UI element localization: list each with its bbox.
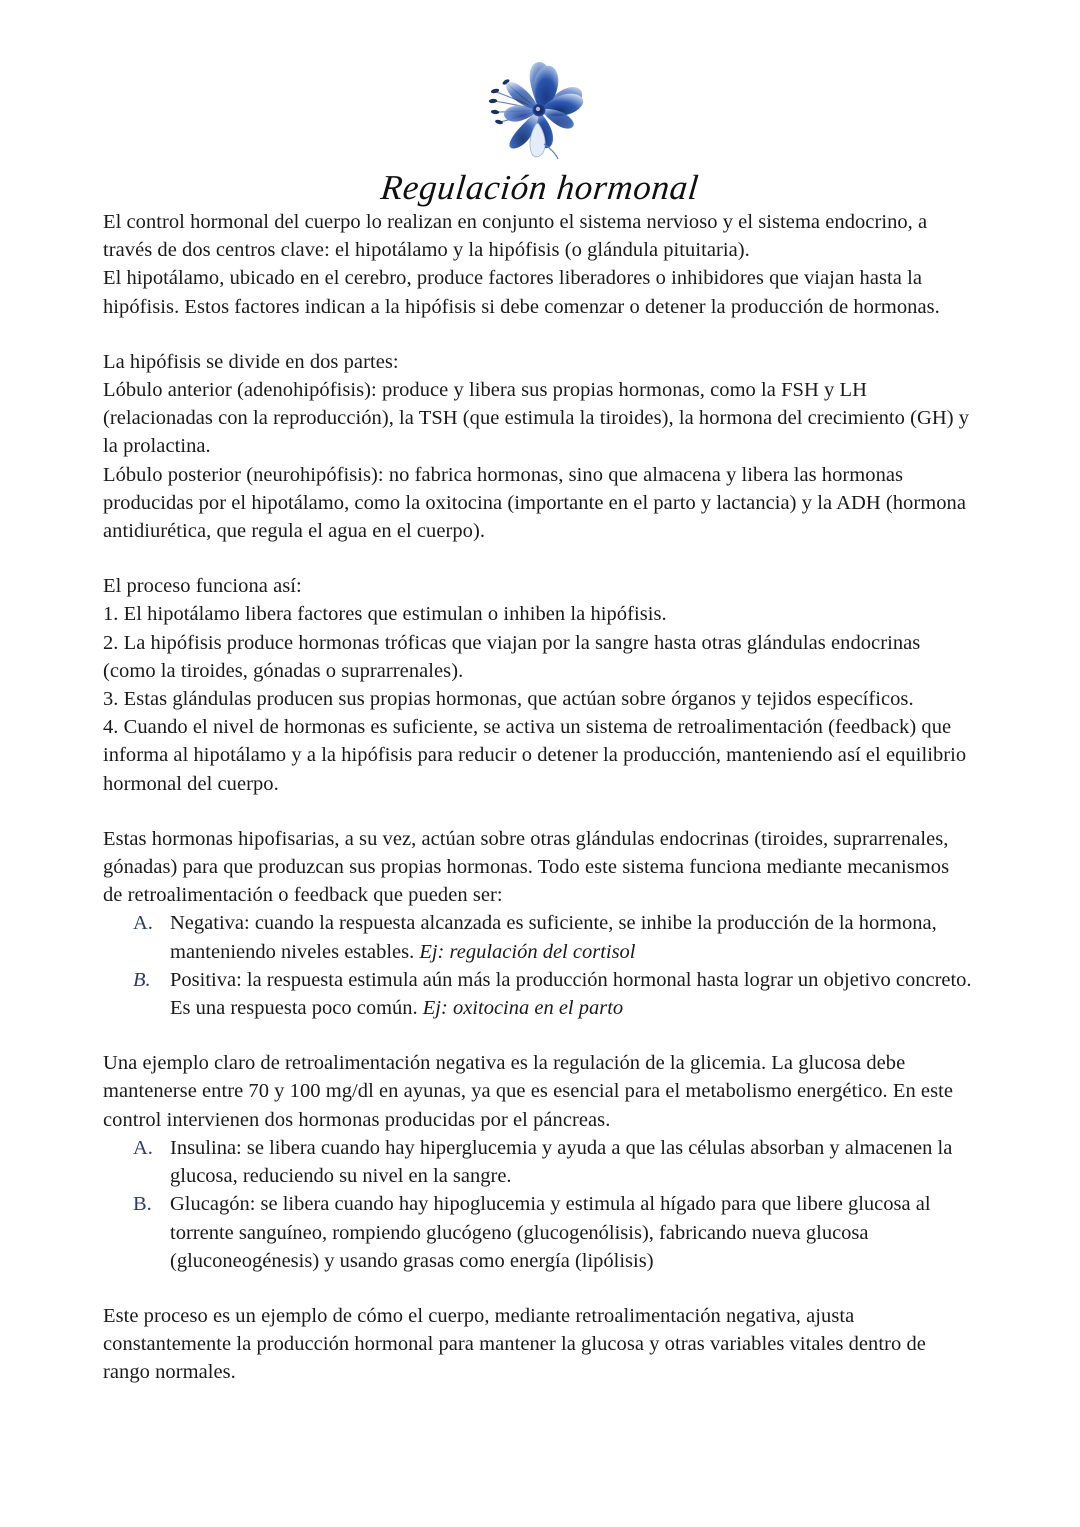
list-item-emphasis: Ej: regulación del cortisol (419, 940, 636, 963)
page-title: Regulación hormonal (379, 168, 701, 207)
glycemia-list (103, 1134, 972, 1275)
spacer (103, 798, 972, 825)
document-body (0, 208, 1080, 1387)
spacer (103, 1022, 972, 1049)
list-marker: A. (133, 1136, 153, 1159)
list-item (103, 1190, 972, 1275)
list-item-text: Positiva: la respuesta estimula aún más la producción hormonal hasta lograr un objetivo concreto. Es una respuesta poco común. (170, 968, 972, 1020)
list-item (103, 966, 972, 1022)
paragraph-intro-2: El hipotálamo, ubicado en el cerebro, produce factores liberadores o inhibidores que viajan hasta la hipófisis. Estos factores indican a la hipófisis si debe comenzar o detener la producción de hormonas. (103, 267, 940, 318)
list-item-emphasis: Ej: oxitocina en el parto (422, 997, 624, 1020)
blue-lily-flower-icon (470, 52, 610, 162)
spacer (103, 545, 972, 572)
paragraph-pituitary-parts: La hipófisis se divide en dos partes: (103, 350, 399, 373)
document-header (0, 0, 1080, 208)
paragraph-process-intro: El proceso funciona así: (103, 575, 302, 598)
paragraph-glycemia-intro: Una ejemplo claro de retroalimentación negativa es la regulación de la glicemia. La glucosa debe mantenerse entre 70 y 100 mg/dl en ayunas, ya que es esencial para el metabolismo energético. En este control intervienen dos hormonas producidas por el páncreas. (103, 1052, 953, 1131)
process-step: 1. El hipotálamo libera factores que estimulan o inhiben la hipófisis. (103, 603, 667, 626)
paragraph-conclusion: Este proceso es un ejemplo de cómo el cuerpo, mediante retroalimentación negativa, ajusta constantemente la producción hormonal para mantener la glucosa y otras variables vitales dentro de rango normales. (103, 1304, 926, 1384)
paragraph-feedback-intro: Estas hormonas hipofisarias, a su vez, actúan sobre otras glándulas endocrinas (tiroides, suprarrenales, gónadas) para que produzcan sus propias hormonas. Todo este sistema funciona mediante mecanismos de retroalimentación o feedback que pueden ser: (103, 827, 950, 907)
list-item-text: Negativa: cuando la respuesta alcanzada es suficiente, se inhibe la producción de la hormona, manteniendo niveles estables. (170, 912, 937, 963)
paragraph-intro-1: El control hormonal del cuerpo lo realizan en conjunto el sistema nervioso y el sistema endocrino, a través de dos centros clave: el hipotálamo y la hipófisis (o glándula pituitaria). (103, 211, 928, 262)
list-item (103, 1134, 972, 1190)
list-marker: A. (133, 912, 153, 935)
list-item-text: Insulina: se libera cuando hay hiperglucemia y ayuda a que las células absorban y almacenen la glucosa, reduciendo su nivel en la sangre. (170, 1136, 953, 1188)
spacer (103, 321, 972, 348)
process-step: 2. La hipófisis produce hormonas tróficas que viajan por la sangre hasta otras glándulas endocrinas (como la tiroides, gónadas o suprarrenales). (103, 631, 921, 682)
list-item-text: Glucagón: se libera cuando hay hipoglucemia y estimula al hígado para que libere glucosa al torrente sanguíneo, rompiendo glucógeno (glucogenólisis), fabricando nueva glucosa (gluconeogénesis) y usando grasas como energía (lipólisis) (170, 1193, 931, 1272)
process-step: 4. Cuando el nivel de hormonas es suficiente, se activa un sistema de retroalimentación (feedback) que informa al hipotálamo y a la hipófisis para reducir o detener la producción, manteniendo así el equilibrio hormonal del cuerpo. (103, 716, 967, 795)
paragraph-posterior-lobe: Lóbulo posterior (neurohipófisis): no fabrica hormonas, sino que almacena y libera las hormonas producidas por el hipotálamo, como la oxitocina (importante en el parto y lactancia) y la ADH (hormona antidiurética, que regula el agua en el cuerpo). (103, 463, 966, 543)
spacer (103, 1275, 972, 1302)
list-marker: B. (133, 1193, 152, 1216)
list-marker: B. (133, 968, 151, 991)
feedback-list (103, 909, 972, 1022)
list-item (103, 909, 972, 965)
process-step: 3. Estas glándulas producen sus propias hormonas, que actúan sobre órganos y tejidos específicos. (103, 688, 914, 711)
paragraph-anterior-lobe: Lóbulo anterior (adenohipófisis): produce y libera sus propias hormonas, como la FSH y LH (relacionadas con la reproducción), la TSH (que estimula la tiroides), la hormona del crecimiento (GH) y la prolactina. (103, 379, 970, 458)
